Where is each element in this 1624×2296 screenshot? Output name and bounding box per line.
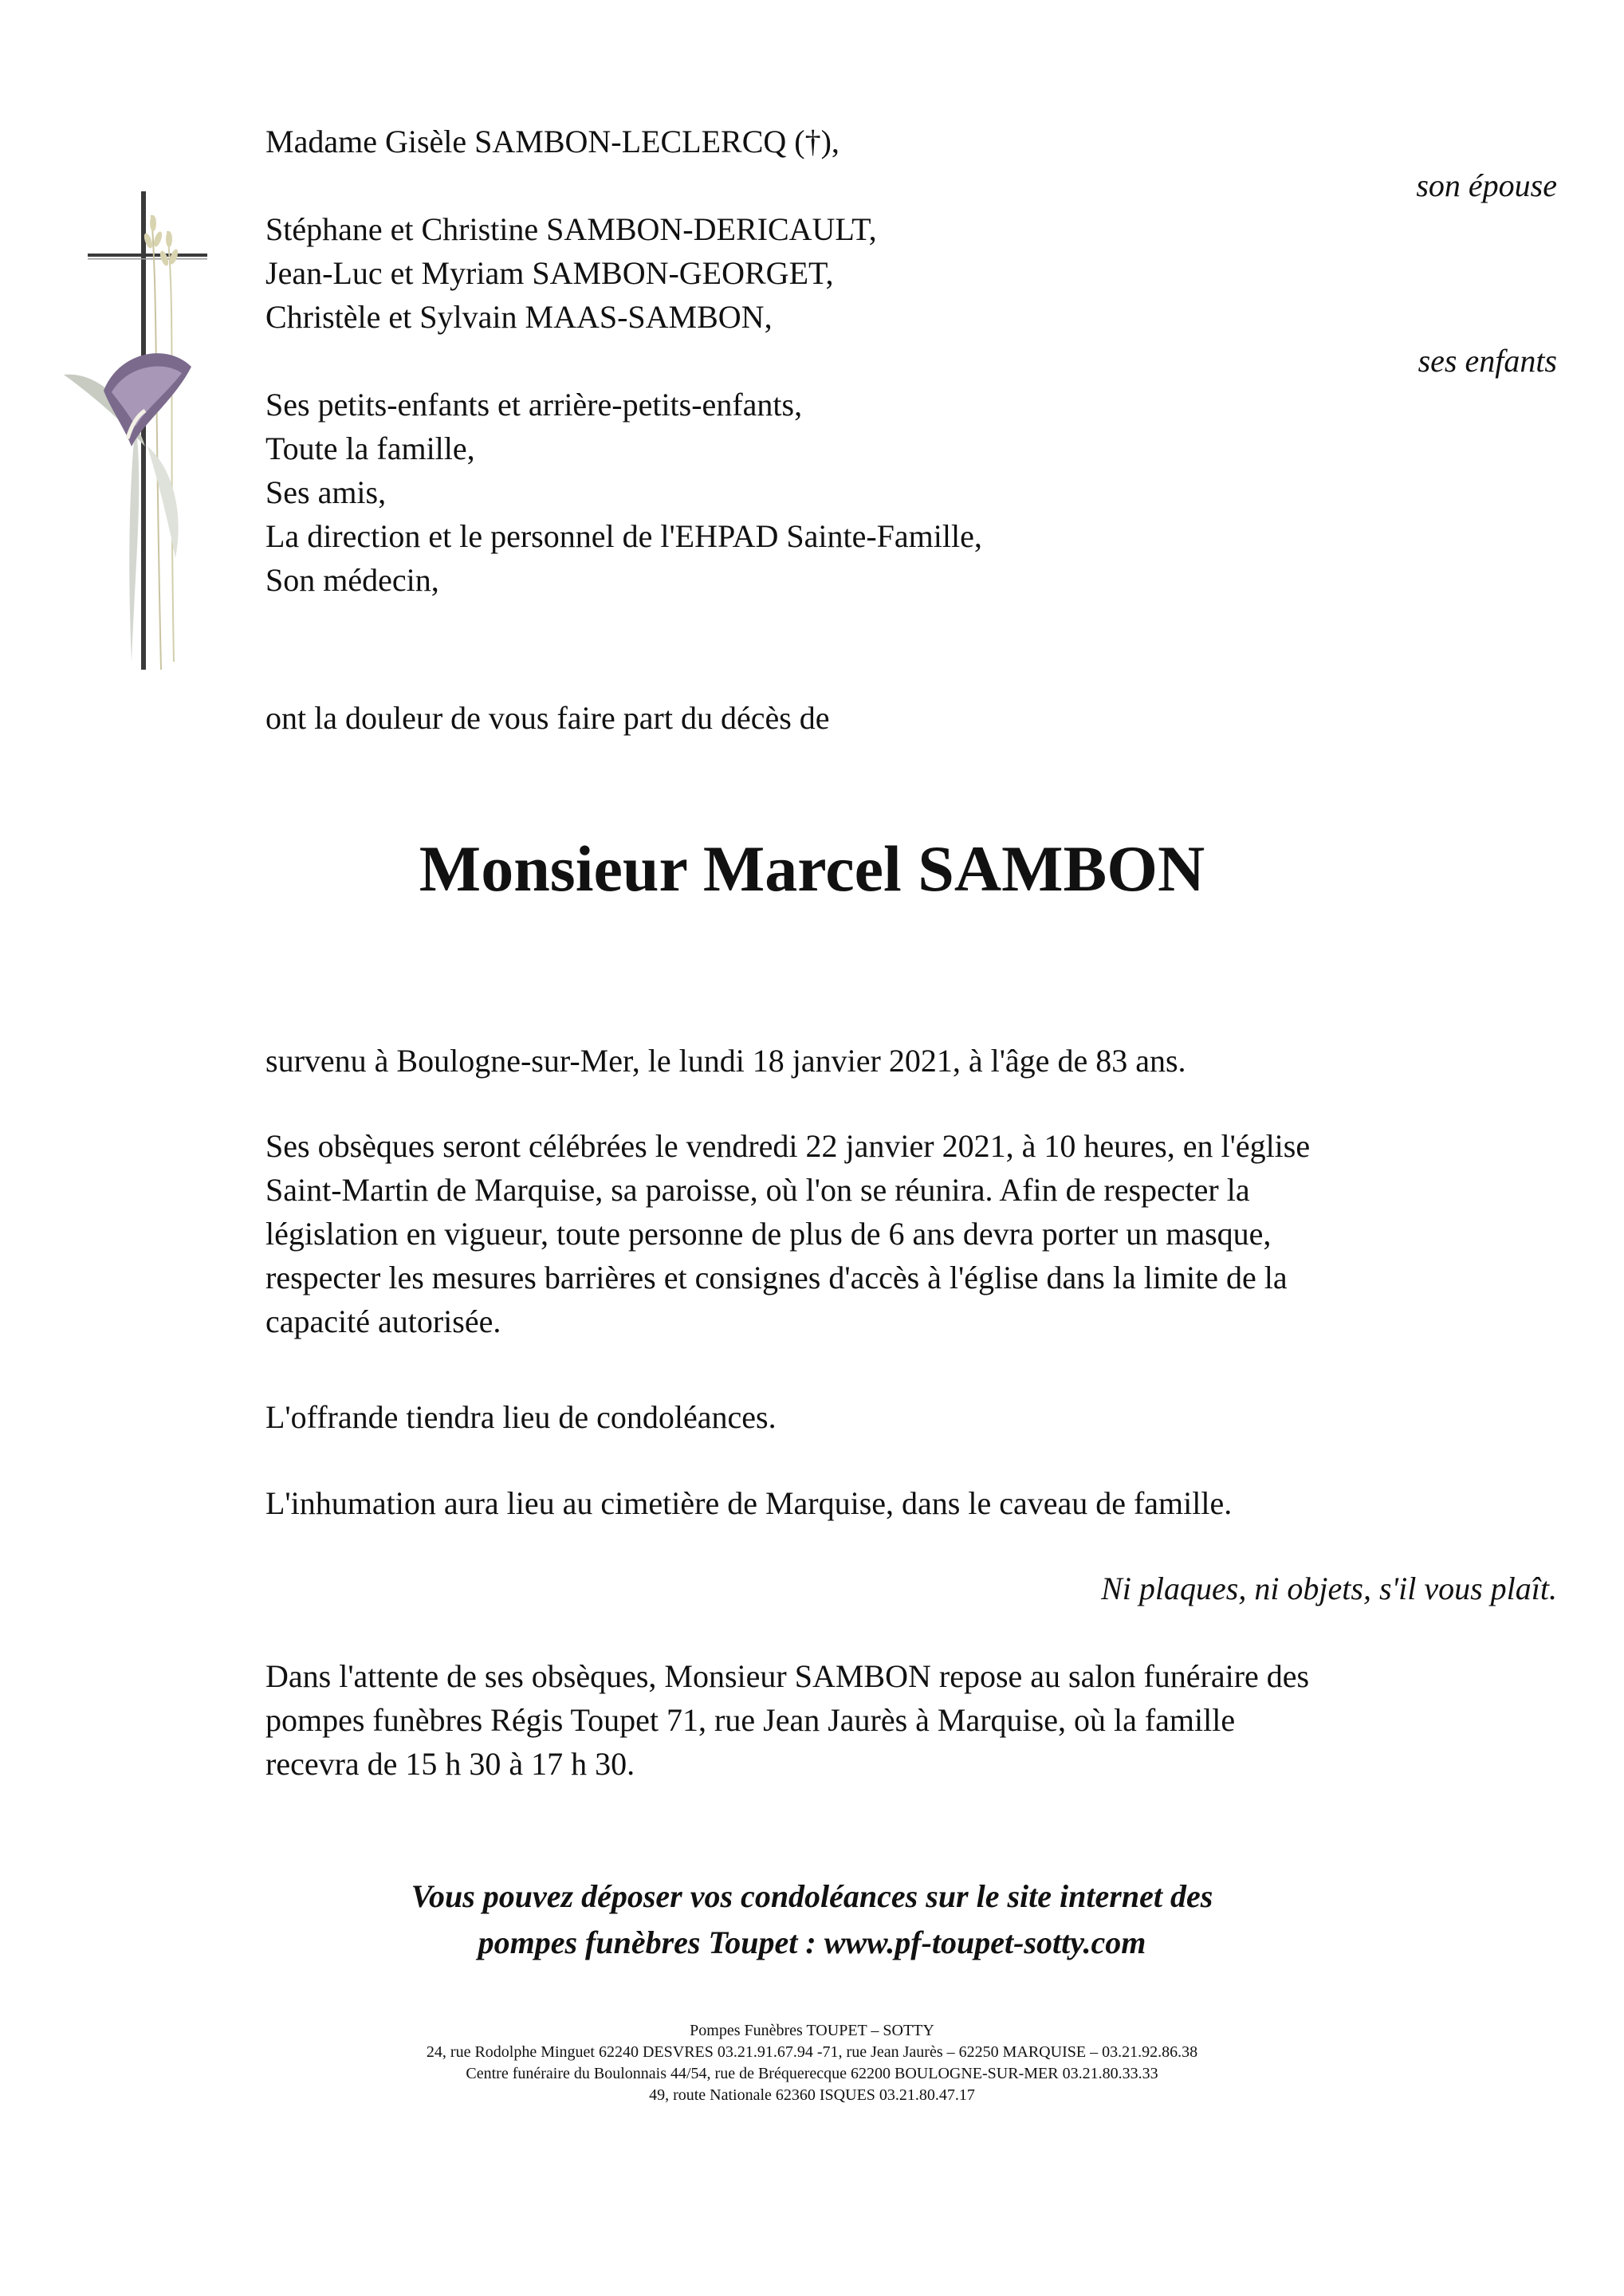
family-other: Toute la famille, bbox=[265, 431, 475, 466]
repose-paragraph bbox=[265, 1654, 1557, 1790]
no-plaques-note: Ni plaques, ni objets, s'il vous plaît. bbox=[1101, 1571, 1557, 1606]
repose-line: Dans l'attente de ses obsèques, Monsieur SAMBON repose au salon funéraire des bbox=[265, 1658, 1310, 1694]
condolences-line: pompes funèbres Toupet : www.pf-toupet-sotty.com bbox=[478, 1924, 1146, 1960]
footer-address: Centre funéraire du Boulonnais 44/54, rue de Bréquerecque 62200 BOULOGNE-SUR-MER 03.21.80.33.33 bbox=[466, 2065, 1158, 2082]
funeral-line: Saint-Martin de Marquise, sa paroisse, où l'on se réunira. Afin de respecter la bbox=[265, 1172, 1250, 1208]
family-other: Son médecin, bbox=[265, 562, 439, 598]
spouse-label: son épouse bbox=[1416, 167, 1557, 203]
cross-with-calla-lily-and-wheat-icon bbox=[56, 183, 223, 678]
family-child: Christèle et Sylvain MAAS-SAMBON, bbox=[265, 299, 773, 335]
funeral-line: capacité autorisée. bbox=[265, 1303, 501, 1339]
burial-note: L'inhumation aura lieu au cimetière de Marquise, dans le caveau de famille. bbox=[265, 1485, 1233, 1521]
family-block bbox=[265, 120, 1557, 614]
family-other: Ses petits-enfants et arrière-petits-enfants, bbox=[265, 387, 803, 423]
funeral-line: Ses obsèques seront célébrées le vendredi 22 janvier 2021, à 10 heures, en l'église bbox=[265, 1128, 1311, 1164]
family-other: Ses amis, bbox=[265, 474, 387, 510]
family-other: La direction et le personnel de l'EHPAD Sainte-Famille, bbox=[265, 518, 982, 554]
funeral-paragraph bbox=[265, 1124, 1557, 1347]
offering-note: L'offrande tiendra lieu de condoléances. bbox=[265, 1399, 777, 1435]
footer-address: 49, route Nationale 62360 ISQUES 03.21.80.47.17 bbox=[649, 2086, 975, 2104]
family-child: Stéphane et Christine SAMBON-DERICAULT, bbox=[265, 211, 877, 247]
condolences-line: Vous pouvez déposer vos condoléances sur le site internet des bbox=[411, 1878, 1213, 1914]
deceased-name: Monsieur Marcel SAMBON bbox=[419, 832, 1205, 905]
repose-line: pompes funèbres Régis Toupet 71, rue Jean Jaurès à Marquise, où la famille bbox=[265, 1702, 1236, 1738]
footer-address: 24, rue Rodolphe Minguet 62240 DESVRES 03.21.91.67.94 -71, rue Jean Jaurès – 62250 MARQUISE – 03.21.92.86.38 bbox=[426, 2043, 1198, 2061]
repose-line: recevra de 15 h 30 à 17 h 30. bbox=[265, 1746, 635, 1782]
family-child: Jean-Luc et Myriam SAMBON-GEORGET, bbox=[265, 255, 834, 291]
children-label: ses enfants bbox=[1418, 343, 1557, 379]
funeral-line: législation en vigueur, toute personne de plus de 6 ans devra porter un masque, bbox=[265, 1216, 1272, 1252]
family-spouse: Madame Gisèle SAMBON-LECLERCQ (†), bbox=[265, 124, 840, 159]
funeral-line: respecter les mesures barrières et consignes d'accès à l'église dans la limite de la bbox=[265, 1260, 1288, 1295]
footer-company: Pompes Funèbres TOUPET – SOTTY bbox=[690, 2022, 934, 2039]
announcement: ont la douleur de vous faire part du décès de bbox=[265, 700, 830, 736]
death-details: survenu à Boulogne-sur-Mer, le lundi 18 janvier 2021, à l'âge de 83 ans. bbox=[265, 1043, 1186, 1079]
